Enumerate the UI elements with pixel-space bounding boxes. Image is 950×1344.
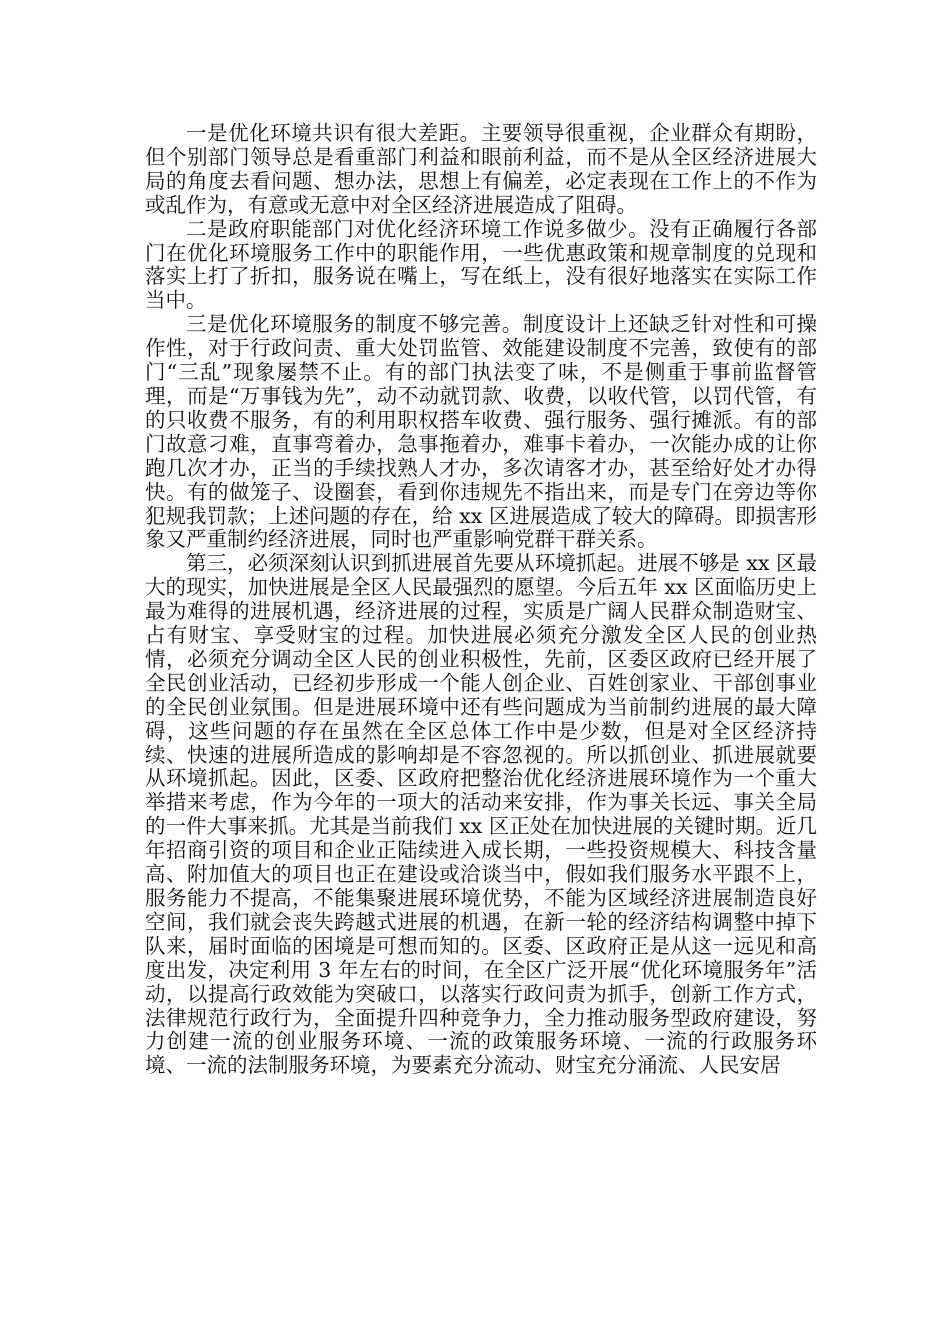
document-page (145, 122, 817, 1078)
paragraph-2: 二是政府职能部门对优化经济环境工作说多做少。没有正确履行各部门在优化环境服务工作中的职能作用，一些优惠政策和规章制度的兑现和落实上打了折扣，服务说在嘴上，写在纸上，没有很好地落实在实际工作当中。 (145, 216, 817, 313)
paragraph-4: 第三，必须深刻认识到抓进展首先要从环境抓起。进展不够是 xx 区最大的现实，加快进展是全区人民最强烈的愿望。今后五年 xx 区面临历史上最为难得的进展机遇，经济进展的过程，实质是广阔人民群众制造财宝、占有财宝、享受财宝的过程。加快进展必须充分激发全区人民的创业热情，必须充分调动全区人民的创业积极性，先前，区委区政府已经开展了全民创业活动，已经初步形成一个能人创企业、百姓创家业、干部创事业的全民创业氛围。但是进展环境中还有些问题成为当前制约进展的最大障碍，这些问题的存在虽然在全区总体工作中是少数，但是对全区经济持续、快速的进展所造成的影响却是不容忽视的。所以抓创业、抓进展就要从环境抓起。因此，区委、区政府把整治优化经济进展环境作为一个重大举措来考虑，作为今年的一项大的活动来安排，作为事关长远、事关全局的一件大事来抓。尤其是当前我们 xx 区正处在加快进展的关键时期。近几年招商引资的项目和企业正陆续进入成长期，一些投资规模大、科技含量高、附加值大的项目也正在建设或洽谈当中，假如我们服务水平跟不上，服务能力不提高，不能集聚进展环境优势，不能为区域经济进展制造良好空间，我们就会丧失跨越式进展的机遇，在新一轮的经济结构调整中掉下队来，届时面临的困境是可想而知的。区委、区政府正是从这一远见和高度出发，决定利用 3 年左右的时间，在全区广泛开展“优化环境服务年”活动，以提高行政效能为突破口，以落实行政问责为抓手，创新工作方式，法律规范行政行为，全面提升四种竞争力，全力推动服务型政府建设，努力创建一流的创业服务环境、一流的政策服务环境、一流的行政服务环境、一流的法制服务环境，为要素充分流动、财宝充分涌流、人民安居 (145, 551, 817, 1078)
paragraph-3: 三是优化环境服务的制度不够完善。制度设计上还缺乏针对性和可操作性，对于行政问责、重大处罚监管、效能建设制度不完善，致使有的部门“三乱”现象屡禁不止。有的部门执法变了味，不是侧重于事前监督管理，而是“万事钱为先”，动不动就罚款、收费，以收代管，以罚代管，有的只收费不服务，有的利用职权搭车收费、强行服务、强行摊派。有的部门故意刁难，直事弯着办，急事拖着办，难事卡着办，一次能办成的让你跑几次才办，正当的手续找熟人才办，多次请客才办，甚至给好处才办得快。有的做笼子、设圈套，看到你违规先不指出来，而是专门在旁边等你犯规我罚款；上述问题的存在，给 xx 区进展造成了较大的障碍。即损害形象又严重制约经济进展，同时也严重影响党群干群关系。 (145, 312, 817, 552)
paragraph-1: 一是优化环境共识有很大差距。主要领导很重视，企业群众有期盼，但个别部门领导总是看重部门利益和眼前利益，而不是从全区经济进展大局的角度去看问题、想办法，思想上有偏差，必定表现在工作上的不作为或乱作为，有意或无意中对全区经济进展造成了阻碍。 (145, 121, 817, 217)
